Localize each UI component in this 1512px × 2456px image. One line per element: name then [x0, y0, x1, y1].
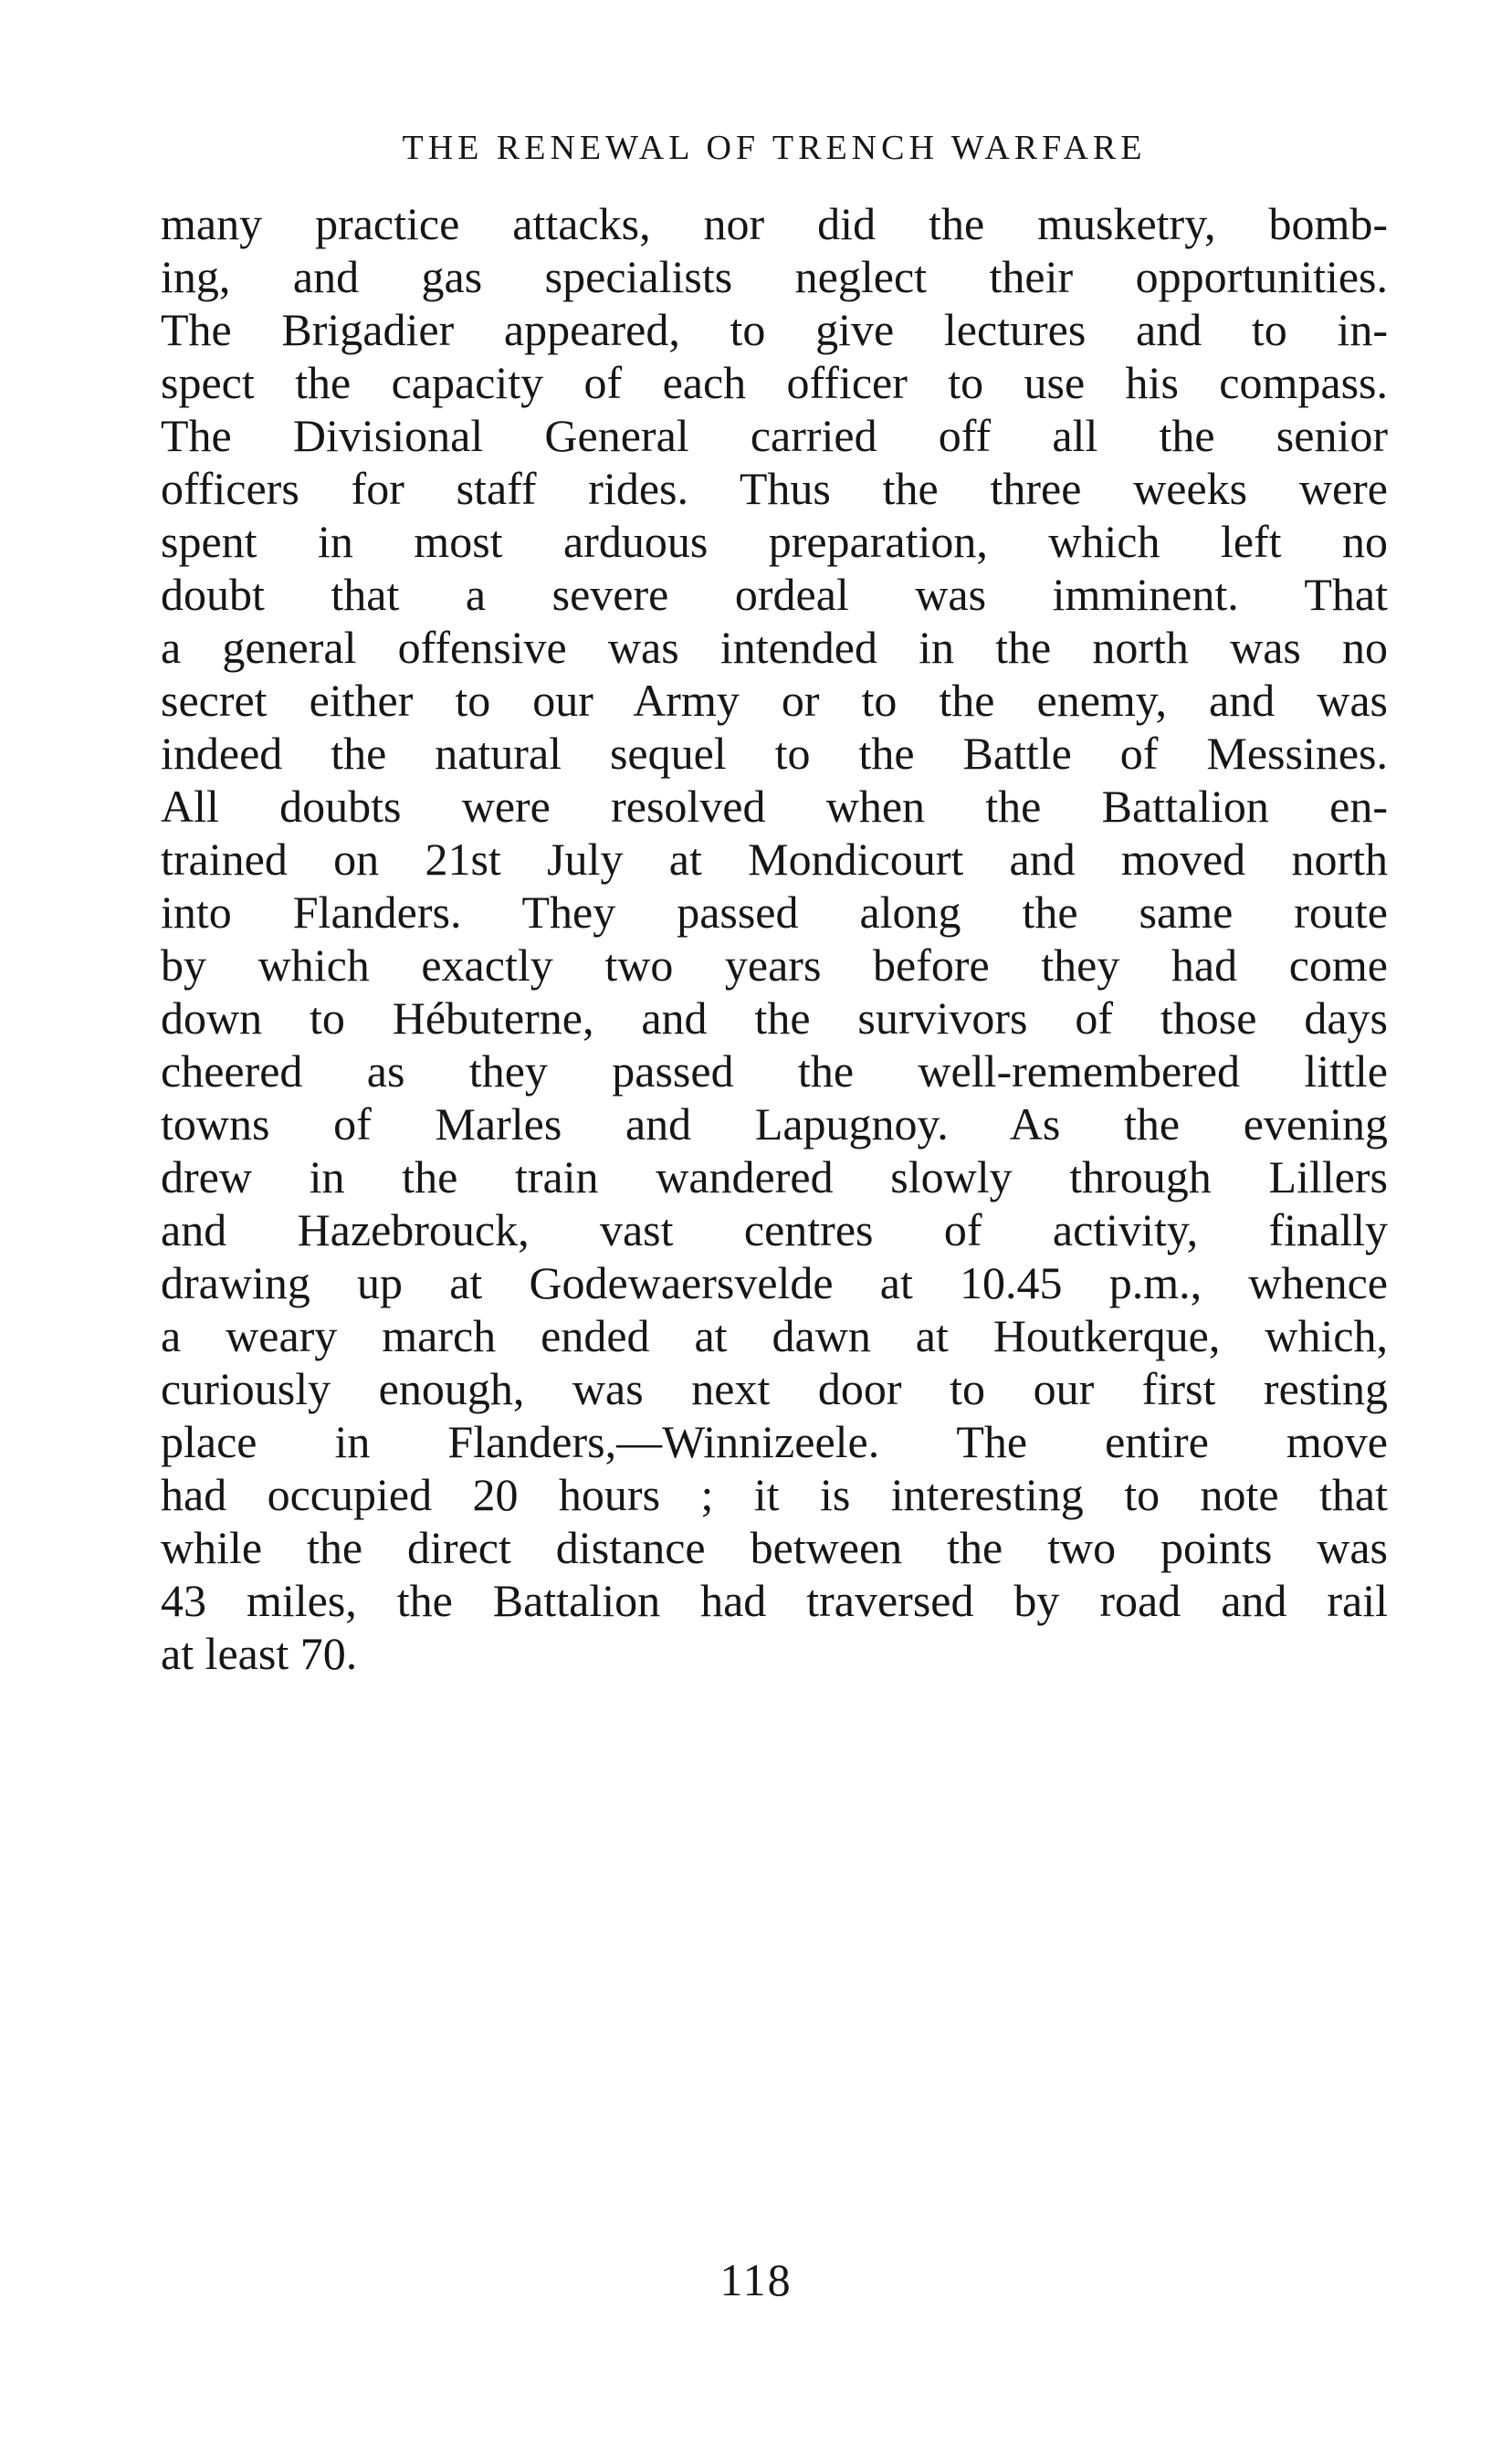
text-line: place in Flanders,—Winnizeele. The entire move [161, 1416, 1388, 1467]
text-line: doubt that a severe ordeal was imminent. That [161, 569, 1388, 620]
text-line: into Flanders. They passed along the same route [161, 887, 1388, 938]
text-line: a weary march ended at dawn at Houtkerque, which, [161, 1310, 1388, 1361]
text-line: curiously enough, was next door to our first resting [161, 1363, 1388, 1414]
text-line: down to Hébuterne, and the survivors of those days [161, 992, 1388, 1044]
text-line: The Divisional General carried off all the senior [161, 410, 1388, 461]
text-line-last: at least 70. [161, 1628, 358, 1679]
text-line: ing, and gas specialists neglect their opportunities. [161, 251, 1388, 302]
text-line: trained on 21st July at Mondicourt and moved north [161, 834, 1388, 885]
text-line: by which exactly two years before they had come [161, 939, 1388, 991]
text-line: 43 miles, the Battalion had traversed by road and rail [161, 1575, 1388, 1626]
text-line: towns of Marles and Lapugnoy. As the evening [161, 1098, 1388, 1149]
text-line: cheered as they passed the well-remembered little [161, 1045, 1388, 1097]
text-line: and Hazebrouck, vast centres of activity, finally [161, 1204, 1388, 1255]
text-line: drawing up at Godewaersvelde at 10.45 p.m., whence [161, 1257, 1388, 1308]
text-line: The Brigadier appeared, to give lectures and to in- [161, 304, 1388, 355]
text-line: a general offensive was intended in the north was no [161, 622, 1388, 673]
text-line: spect the capacity of each officer to use his compass. [161, 357, 1388, 408]
text-line: officers for staff rides. Thus the three weeks were [161, 463, 1388, 514]
text-line: spent in most arduous preparation, which left no [161, 516, 1388, 567]
text-line: while the direct distance between the two points was [161, 1522, 1388, 1573]
running-head: THE RENEWAL OF TRENCH WARFARE [402, 129, 1147, 167]
text-line: drew in the train wandered slowly through Lillers [161, 1151, 1388, 1202]
text-line: indeed the natural sequel to the Battle of Messines. [161, 728, 1388, 779]
text-line: many practice attacks, nor did the musketry, bomb- [161, 198, 1388, 249]
body-text [161, 197, 1388, 1680]
page-number: 118 [719, 2254, 793, 2305]
text-line: All doubts were resolved when the Battalion en- [161, 781, 1388, 832]
text-line: had occupied 20 hours ; it is interesting to note that [161, 1469, 1388, 1520]
text-line: secret either to our Army or to the enemy, and was [161, 675, 1388, 726]
